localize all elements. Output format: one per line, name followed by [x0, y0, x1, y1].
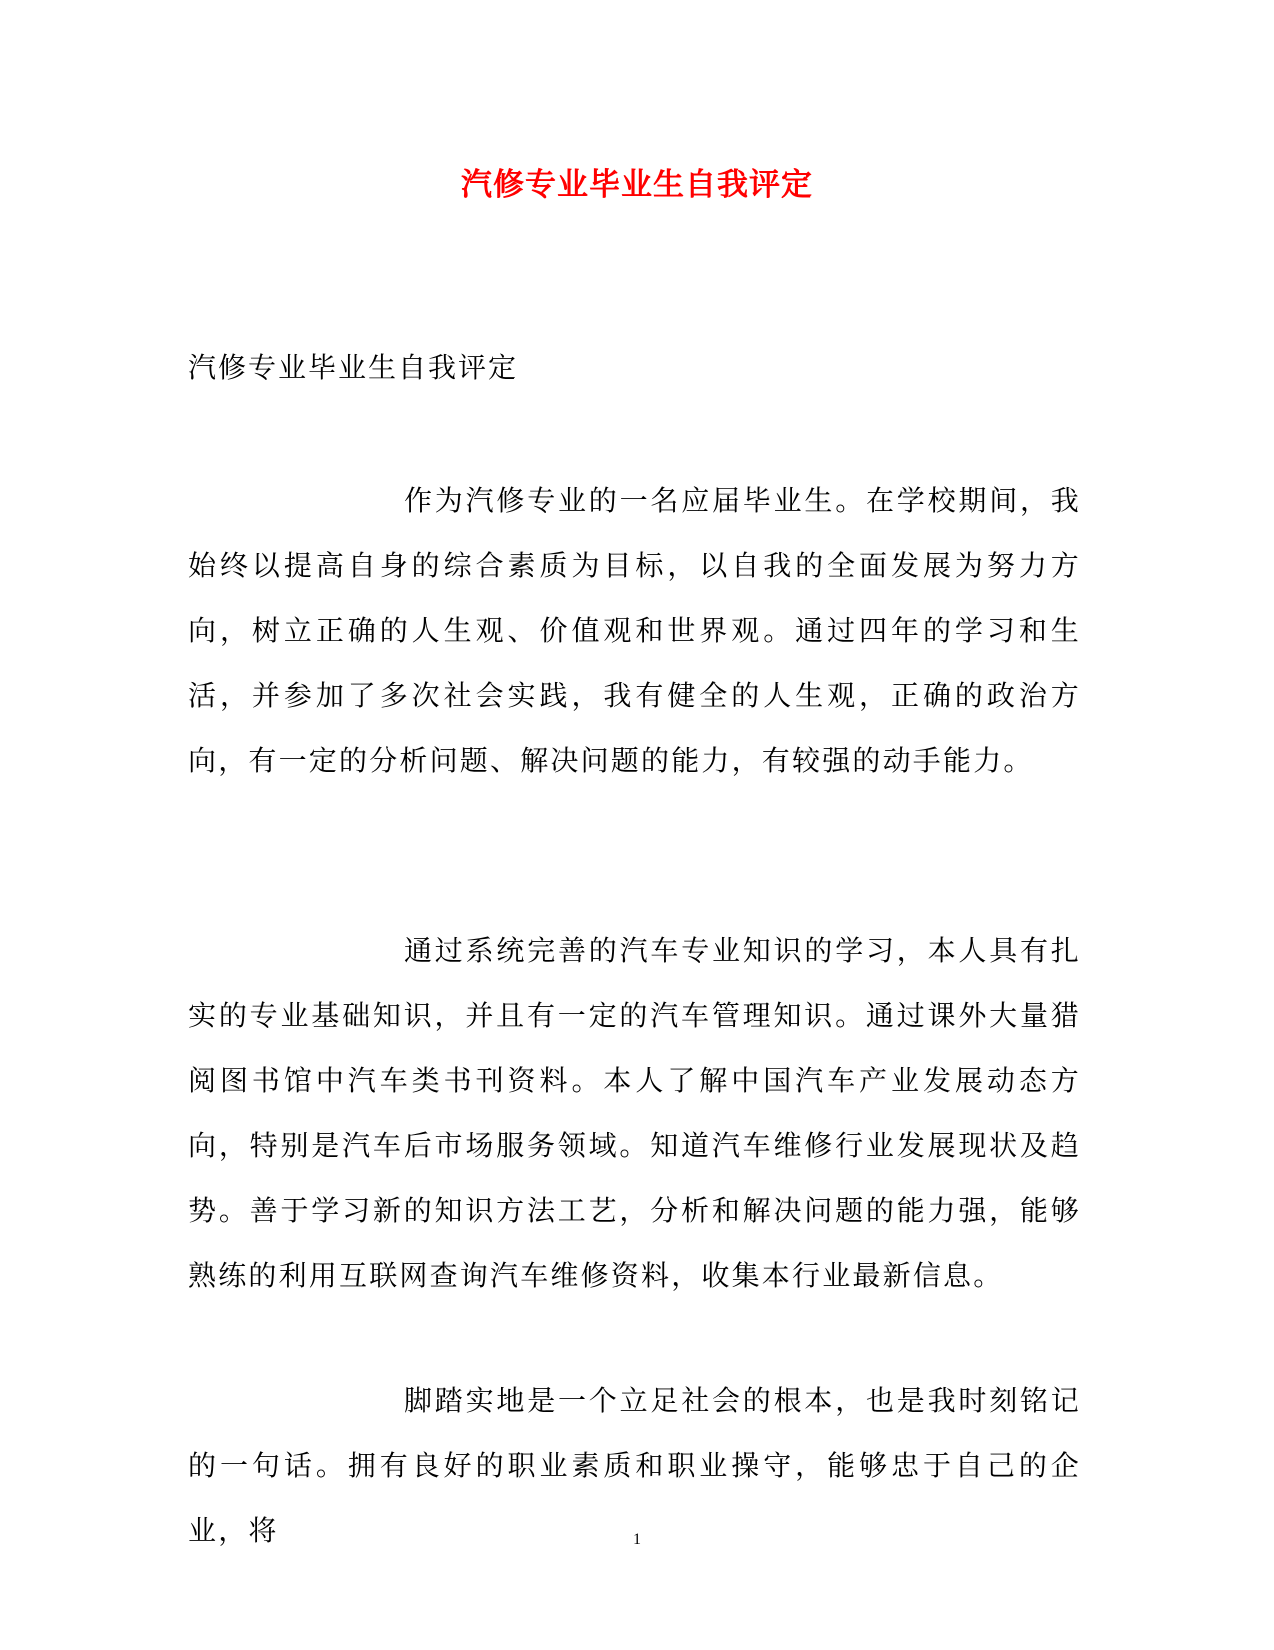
- body-paragraph-1: 作为汽修专业的一名应届毕业生。在学校期间，我始终以提高自身的综合素质为目标，以自我的全面发展为努力方向，树立正确的人生观、价值观和世界观。通过四年的学习和生活，并参加了多次社会实践，我有健全的人生观，正确的政治方向，有一定的分析问题、解决问题的能力，有较强的动手能力。: [188, 484, 1081, 777]
- body-paragraph-2: 通过系统完善的汽车专业知识的学习，本人具有扎实的专业基础知识，并且有一定的汽车管理知识。通过课外大量猎阅图书馆中汽车类书刊资料。本人了解中国汽车产业发展动态方向，特别是汽车后市场服务领域。知道汽车维修行业发展现状及趋势。善于学习新的知识方法工艺，分析和解决问题的能力强，能够熟练的利用互联网查询汽车维修资料，收集本行业最新信息。: [188, 934, 1081, 1292]
- document-title: 汽修专业毕业生自我评定: [461, 167, 813, 203]
- body-paragraph-3: 脚踏实地是一个立足社会的根本，也是我时刻铭记的一句话。拥有良好的职业素质和职业操守，能够忠于自己的企业，将: [188, 1384, 1081, 1547]
- document-subtitle: 汽修专业毕业生自我评定: [188, 351, 519, 384]
- page-number: 1: [633, 1531, 641, 1548]
